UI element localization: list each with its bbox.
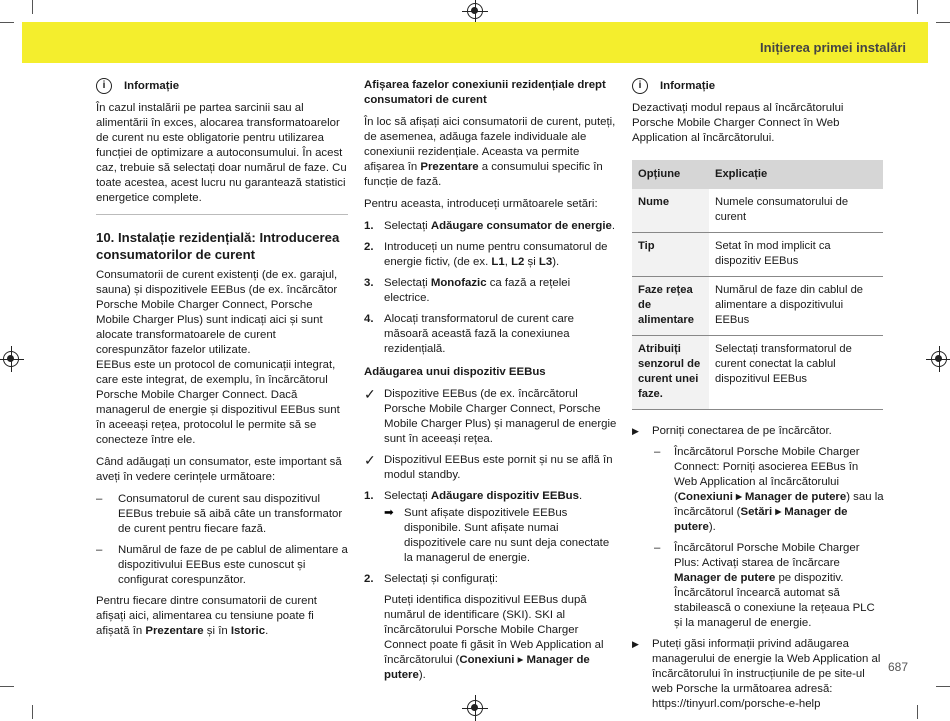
paragraph	[96, 594, 348, 639]
subheading: Afișarea fazelor conexiunii rezidențiale drept consumatori de curent	[364, 79, 606, 106]
paragraph	[364, 115, 618, 190]
table-cell-option: Tip	[632, 233, 709, 277]
column-right	[632, 78, 884, 718]
step-number: 1.	[364, 220, 374, 232]
crop-mark	[32, 705, 33, 719]
text: În loc să afișați aici consumatorii de curent, puteți, de asemenea, adăuga fazele individuale ale conexiunii rezidențiale. Aceasta va permite afișarea în	[364, 116, 616, 173]
paragraph: Consumatorii de curent existenți (de ex. garajul, sauna) și dispozitivele EEBus (de ex. încărcător Porsche Mobile Charger Connect, Porsche Mobile Charger Plus) sunt indicați aici și sunt alocate transformatoarele de curent corespunzător fazelor utilizate.	[96, 269, 338, 356]
bold-text: Conexiuni	[677, 491, 733, 503]
text: Puteți găsi informații privind adăugarea managerului de energie la Web Application al încărcătorului în instrucțiunile de pe site-ul web Porsche la următoarea adresă:	[652, 638, 881, 695]
instruction-text: Porniți conectarea de pe încărcător.	[652, 425, 832, 437]
step-text: Alocați transformatorul de curent care măsoară această fază la conexiunea rezidențială.	[384, 313, 574, 355]
crop-mark	[917, 0, 918, 14]
text: Selectați	[384, 490, 431, 502]
table-cell-explanation: Numele consumatorului de curent	[709, 189, 883, 233]
info-box-heading	[632, 78, 884, 94]
divider	[96, 214, 348, 215]
text: și	[524, 256, 539, 268]
options-table	[632, 160, 883, 410]
menu-arrow: ▸	[732, 491, 745, 503]
registration-mark-icon	[467, 3, 483, 19]
step-number: 1.	[364, 490, 374, 502]
menu-arrow: ▸	[514, 654, 527, 666]
text: ).	[552, 256, 560, 268]
list-item-text: Numărul de faze de pe cablul de alimentare a dispozitivului EEBus este cunoscut și configurat corespunzător.	[118, 544, 348, 586]
dash-marker: –	[96, 544, 103, 556]
bold-text: Manager de putere	[674, 506, 848, 533]
info-title: Informație	[660, 79, 716, 92]
text: Încărcătorul Porsche Mobile Charger Plus: Activați starea de încărcare	[674, 542, 860, 569]
table-cell-option: Atribuiți senzorul de curent unei faze.	[632, 336, 709, 410]
step-number: 2.	[364, 573, 374, 585]
info-text: Dezactivați modul repaus al încărcătorului Porsche Mobile Charger Connect în Web Application al încărcătorului.	[632, 102, 844, 144]
bold-text: Istoric	[230, 625, 266, 637]
dash-marker: –	[96, 493, 103, 505]
result-text: Sunt afișate dispozitivele EEBus disponibile. Sunt afișate numai dispozitivele care nu sunt deja conectate la managerul de energie.	[404, 507, 610, 564]
prerequisite-item	[364, 453, 618, 483]
table-row	[632, 233, 883, 277]
instruction-triangle-icon: ▶	[632, 639, 639, 649]
step-number: 3.	[364, 277, 374, 289]
dash-marker: –	[654, 446, 661, 458]
step-item	[364, 489, 618, 504]
crop-mark	[917, 705, 918, 719]
info-icon: i	[632, 78, 648, 94]
bold-text: Prezentare	[420, 161, 479, 173]
bold-text: Setări	[740, 506, 773, 518]
text: .	[611, 220, 616, 232]
text: ).	[418, 669, 426, 681]
bold-text: L2	[511, 256, 525, 268]
list-item-text: Consumatorul de curent sau dispozitivul EEBus trebuie să aibă câte un transformator de curent pentru fiecare fază.	[118, 493, 343, 535]
registration-mark-icon	[467, 700, 483, 716]
info-text: În cazul instalării pe partea sarcinii sau al alimentării în exces, alocarea transformatoarelor de curent nu este obligatorie pentru utilizarea funcției de optimizare a autoconsumului. În acest caz, trebuie să selectați doar numărul de faze. Cu toate acestea, acest lucru nu garantează statistici energetice complete.	[96, 102, 347, 204]
instruction-text	[652, 637, 884, 712]
registration-mark-icon	[931, 351, 947, 367]
step-text	[384, 489, 582, 504]
prerequisite-text: Dispozitivul EEBus este pornit și nu se află în modul standby.	[384, 454, 613, 481]
check-icon: ✓	[364, 386, 376, 402]
step-item	[364, 572, 618, 587]
step-number: 4.	[364, 313, 374, 325]
info-icon: i	[96, 78, 112, 94]
table-cell-option: Nume	[632, 189, 709, 233]
step-text: Selectați și configurați:	[384, 573, 498, 585]
step-item	[364, 240, 618, 270]
table-header-row	[632, 160, 883, 189]
bold-text: Adăugare consumator de energie	[430, 220, 612, 232]
menu-arrow: ▸	[772, 506, 785, 518]
bold-text: Conexiuni	[459, 654, 515, 666]
text: Încărcătorul Porsche Mobile Charger Connect: Porniți asocierea EEBus în Web Application al încărcătorului (	[674, 446, 860, 503]
crop-mark	[0, 22, 14, 23]
column-middle	[364, 78, 618, 690]
bold-text: Monofazic	[430, 277, 487, 289]
step-item	[364, 312, 618, 357]
step-text	[384, 240, 618, 270]
paragraph: Când adăugați un consumator, este important să aveți în vedere cerințele următoare:	[96, 456, 342, 483]
list-item	[654, 541, 884, 631]
page-number: 687	[887, 660, 908, 674]
bold-text: Prezentare	[145, 625, 204, 637]
result-item	[384, 506, 618, 566]
table-cell-explanation: Setat în mod implicit ca dispozitiv EEBus	[709, 233, 883, 277]
bold-text: L1	[491, 256, 505, 268]
text: .	[578, 490, 583, 502]
prerequisite-text: Dispozitive EEBus (de ex. încărcătorul Porsche Mobile Charger Connect, Porsche Mobile Charger Plus) și managerul de energie sunt în aceeași rețea.	[384, 388, 617, 445]
paragraph	[384, 593, 618, 683]
text: .	[265, 625, 269, 637]
bold-text: L3	[538, 256, 553, 268]
bold-text: Manager de putere	[384, 654, 590, 681]
text: ,	[504, 256, 512, 268]
result-arrow-icon: ➡	[384, 507, 394, 519]
bold-text: Manager de putere	[744, 491, 847, 503]
text: Pentru fiecare dintre consumatorii de curent afișați aici, alimentarea cu tensiune poate fi afișată în	[96, 595, 317, 637]
help-url-link[interactable]: https://tinyurl.com/porsche-e-help	[652, 698, 821, 710]
crop-mark	[936, 686, 950, 687]
table-cell-option: Faze rețea de alimentare	[632, 277, 709, 336]
header-band	[22, 22, 928, 63]
text: a consumului specific în funcție de fază.	[364, 161, 603, 188]
text: și în	[203, 625, 231, 637]
registration-mark-icon	[3, 351, 19, 367]
crop-mark	[936, 22, 950, 23]
text: ).	[708, 521, 716, 533]
bold-text: Manager de putere	[674, 572, 776, 584]
table-row	[632, 336, 883, 410]
list-item-text	[674, 445, 884, 535]
step-item	[364, 276, 618, 306]
prerequisite-item	[364, 387, 618, 447]
table-header: Explicație	[709, 160, 883, 189]
info-box-heading	[96, 78, 348, 94]
list-item	[654, 445, 884, 535]
text: Puteți identifica dispozitivul EEBus după numărul de identificare (SKI). SKI al încărcătorului Porsche Mobile Charger Connect poate fi găsit în Web Application al încărcătorului (	[384, 594, 604, 666]
paragraph: EEBus este un protocol de comunicații integrat, care este integrat, de exemplu, în încărcătorul Porsche Mobile Charger Connect. Dacă managerul de energie și dispozitivul EEBus sunt în aceeași rețea, protocolul le permite să se conecteze între ele.	[96, 359, 340, 446]
list-item-text	[674, 541, 884, 631]
text: Introduceți un nume pentru consumatorul de energie fictiv, (de ex.	[384, 241, 608, 268]
column-left	[96, 78, 348, 646]
instruction-triangle-icon: ▶	[632, 426, 639, 436]
list-item	[96, 492, 348, 537]
table-row	[632, 189, 883, 233]
instruction-item	[632, 424, 884, 439]
text: Selectați	[384, 220, 431, 232]
check-icon: ✓	[364, 452, 376, 468]
table-row	[632, 277, 883, 336]
section-heading: 10. Instalație rezidențială: Introducerea consumatorilor de curent	[96, 230, 340, 262]
step-number: 2.	[364, 241, 374, 253]
page-title: Inițierea primei instalări	[760, 40, 906, 55]
subheading: Adăugarea unui dispozitiv EEBus	[364, 366, 546, 378]
step-item	[364, 219, 618, 234]
table-cell-explanation: Numărul de faze din cablul de alimentare a dispozitivului EEBus	[709, 277, 883, 336]
step-text	[384, 219, 615, 234]
bold-text: Adăugare dispozitiv EEBus	[430, 490, 579, 502]
dash-marker: –	[654, 542, 661, 554]
table-header: Opțiune	[632, 160, 709, 189]
paragraph: Pentru aceasta, introduceți următoarele setări:	[364, 198, 598, 210]
instruction-item	[632, 637, 884, 712]
crop-mark	[0, 686, 14, 687]
text: Selectați	[384, 277, 431, 289]
list-item	[96, 543, 348, 588]
info-title: Informație	[124, 79, 180, 92]
text: pe dispozitiv. Încărcătorul încearcă automat să stabilească o conexiune la rețeaua PLC și la managerul de energie.	[674, 572, 875, 629]
text: ) sau la încărcătorul (	[674, 491, 884, 518]
crop-mark	[32, 0, 33, 14]
table-cell-explanation: Selectați transformatorul de curent conectat la cablul dispozitivul EEBus	[709, 336, 883, 410]
step-text	[384, 276, 618, 306]
text: ca fază a rețelei electrice.	[384, 277, 571, 304]
